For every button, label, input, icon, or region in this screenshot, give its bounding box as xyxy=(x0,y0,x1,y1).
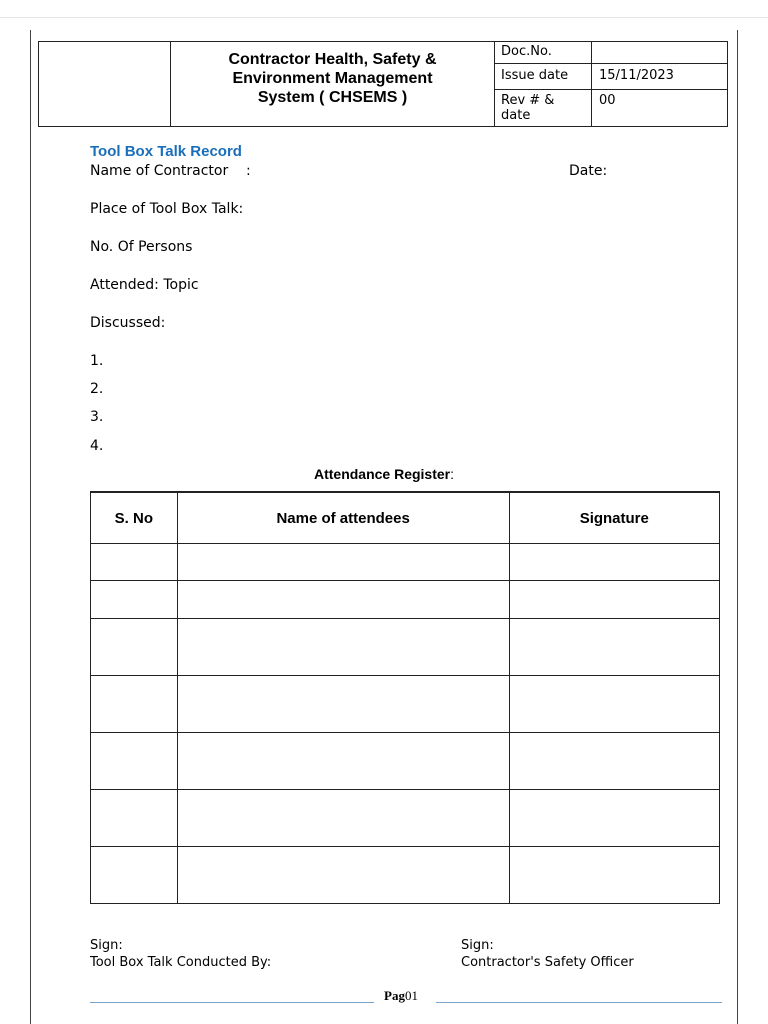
cell-signature[interactable] xyxy=(509,790,719,847)
meta-value-issue-date: 15/11/2023 xyxy=(599,68,674,83)
system-title-line-2: Environment Management xyxy=(232,70,433,87)
cell-s-no[interactable] xyxy=(91,790,178,847)
safety-officer-sign-label: Sign: xyxy=(461,938,494,953)
place-label: Place of Tool Box Talk: xyxy=(90,201,244,217)
table-row xyxy=(91,733,720,790)
meta-row-doc-no xyxy=(495,42,727,64)
table-row xyxy=(91,581,720,619)
cell-signature[interactable] xyxy=(509,544,719,581)
cell-s-no[interactable] xyxy=(91,847,178,904)
cell-signature[interactable] xyxy=(509,847,719,904)
meta-row-issue-date xyxy=(495,64,727,90)
table-row xyxy=(91,676,720,733)
system-title-line-3: System ( CHSEMS ) xyxy=(257,89,408,106)
name-of-contractor-label: Name of Contractor : xyxy=(90,163,251,179)
form-title: Tool Box Talk Record xyxy=(90,143,242,160)
page-number-prefix: Pag xyxy=(384,988,405,1003)
conducted-by-signature xyxy=(90,937,271,971)
conducted-by-role: Tool Box Talk Conducted By: xyxy=(90,955,272,970)
cell-s-no[interactable] xyxy=(91,544,178,581)
attendance-register-table xyxy=(90,491,720,904)
cell-s-no[interactable] xyxy=(91,581,178,619)
cell-name[interactable] xyxy=(177,581,509,619)
cell-name[interactable] xyxy=(177,544,509,581)
document-meta xyxy=(495,42,727,126)
table-header-row xyxy=(91,492,720,544)
conducted-by-sign-label: Sign: xyxy=(90,938,123,953)
system-title-line-1: Contractor Health, Safety & xyxy=(228,51,437,68)
cell-signature[interactable] xyxy=(509,619,719,676)
cell-name[interactable] xyxy=(177,790,509,847)
discussed-item-1: 1. xyxy=(90,353,104,369)
page-number-value: 01 xyxy=(404,988,418,1003)
cell-signature[interactable] xyxy=(509,733,719,790)
cell-s-no[interactable] xyxy=(91,676,178,733)
page-top-line xyxy=(0,17,768,18)
cell-name[interactable] xyxy=(177,676,509,733)
document-header xyxy=(38,41,728,127)
discussed-item-4: 4. xyxy=(90,438,104,454)
persons-label: No. Of Persons xyxy=(90,239,193,255)
attended-topic-label: Attended: Topic xyxy=(90,277,199,293)
discussed-item-3: 3. xyxy=(90,409,104,425)
system-title xyxy=(171,42,495,126)
discussed-item-2: 2. xyxy=(90,381,104,397)
cell-signature[interactable] xyxy=(509,581,719,619)
meta-label-doc-no: Doc.No. xyxy=(495,42,592,63)
column-header-name: Name of attendees xyxy=(177,492,509,544)
table-row xyxy=(91,847,720,904)
logo-cell xyxy=(39,42,171,126)
cell-s-no[interactable] xyxy=(91,619,178,676)
table-row xyxy=(91,544,720,581)
safety-officer-signature xyxy=(461,937,634,971)
safety-officer-role: Contractor's Safety Officer xyxy=(461,955,634,970)
attendance-register-title-colon: : xyxy=(450,466,455,482)
date-label: Date: xyxy=(569,163,608,179)
cell-name[interactable] xyxy=(177,847,509,904)
column-header-s-no: S. No xyxy=(91,492,178,544)
meta-label-rev-date: Rev # & date xyxy=(495,90,592,126)
column-header-signature: Signature xyxy=(509,492,719,544)
attendance-register-title-text: Attendance Register xyxy=(313,466,451,482)
discussed-label: Discussed: xyxy=(90,315,166,331)
footer-line-right xyxy=(436,1002,722,1003)
meta-value-rev-date: 00 xyxy=(599,93,616,108)
footer-line-left xyxy=(90,1002,374,1003)
attendance-register-title xyxy=(0,466,768,482)
table-row xyxy=(91,619,720,676)
cell-signature[interactable] xyxy=(509,676,719,733)
cell-name[interactable] xyxy=(177,733,509,790)
page-number xyxy=(384,988,418,1004)
cell-s-no[interactable] xyxy=(91,733,178,790)
meta-label-issue-date: Issue date xyxy=(495,64,592,89)
cell-name[interactable] xyxy=(177,619,509,676)
meta-row-rev-date xyxy=(495,90,727,126)
table-row xyxy=(91,790,720,847)
